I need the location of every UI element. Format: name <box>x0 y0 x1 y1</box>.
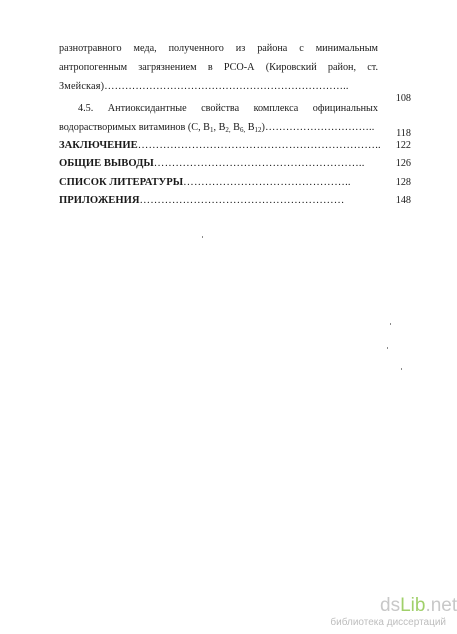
scan-speck <box>390 323 391 325</box>
toc-conclusion-label: ЗАКЛЮЧЕНИЕ <box>59 140 138 151</box>
toc-entry-4-5-page: 118 <box>396 128 411 139</box>
leader-dots: ………………………………………………… <box>139 195 345 206</box>
watermark-logo-lib: Lib <box>400 595 426 616</box>
separator: B <box>230 122 240 133</box>
toc-references-label: СПИСОК ЛИТЕРАТУРЫ <box>59 177 184 188</box>
leader-dots: ……………………………………….. <box>183 177 351 188</box>
watermark-logo <box>380 595 457 617</box>
toc-appendices <box>59 195 377 207</box>
toc-entry-4-4-line-3: Змейская)…………………………………………………………….. <box>59 81 349 92</box>
subscript: 12 <box>254 126 262 134</box>
scan-speck <box>387 347 388 349</box>
toc-entry-4-4-line-2: антропогенным загрязнением в РСО-А (Кировский район, ст. <box>59 62 378 73</box>
subscript: 1 <box>209 126 214 134</box>
watermark <box>318 595 457 631</box>
watermark-logo-tld: .net <box>425 595 457 616</box>
leader-dots: ………………………………………………….. <box>153 158 365 169</box>
toc-general-conclusions-page: 126 <box>395 158 411 169</box>
scan-speck <box>401 368 402 370</box>
toc-general-conclusions <box>59 158 379 170</box>
toc-appendices-label: ПРИЛОЖЕНИЯ <box>59 195 140 206</box>
toc-entry-4-5-line-2 <box>59 122 381 134</box>
toc-general-conclusions-label: ОБЩИЕ ВЫВОДЫ <box>59 158 154 169</box>
toc-appendices-page: 148 <box>395 195 411 206</box>
leader-dots: ………………………………………………………….. <box>137 140 381 151</box>
toc-entry-4-5-line-1: 4.5. Антиоксидантные свойства комплекса официнальных <box>78 103 378 114</box>
toc-references-page: 128 <box>395 177 411 188</box>
separator: , B <box>213 122 226 133</box>
separator: B <box>245 122 255 133</box>
watermark-caption: библиотека диссертаций <box>330 617 446 628</box>
subscript: 6, <box>239 126 246 134</box>
toc-entry-4-5-text: водорастворимых витаминов (С, B <box>59 122 210 133</box>
toc-conclusion <box>59 140 379 152</box>
toc-entry-4-4-page: 108 <box>395 93 411 104</box>
toc-references <box>59 177 379 189</box>
subscript: 2, <box>225 126 231 134</box>
leader-dots: )………………………….. <box>261 122 375 133</box>
watermark-logo-ds: ds <box>380 595 401 616</box>
toc-entry-4-4-line-1: разнотравного меда, полученного из района с минимальным <box>59 43 378 54</box>
toc-conclusion-page: 122 <box>395 140 411 151</box>
scan-speck <box>202 236 203 238</box>
